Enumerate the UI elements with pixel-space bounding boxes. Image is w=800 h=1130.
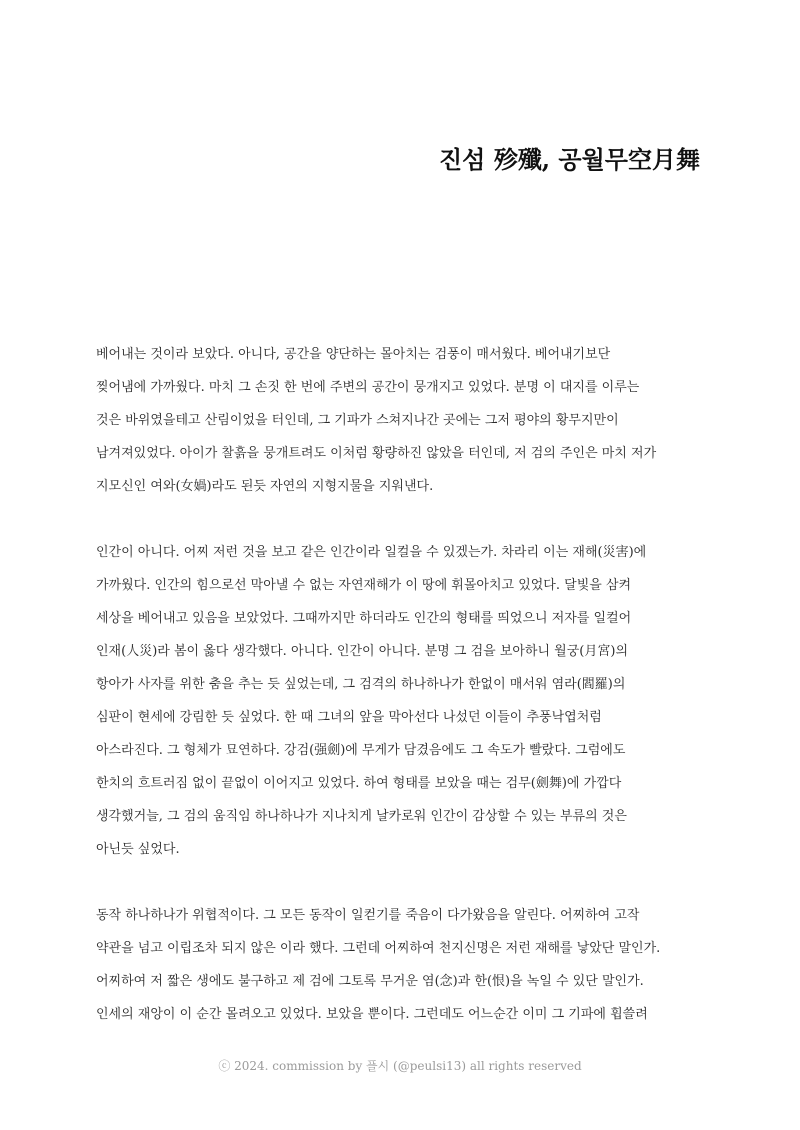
text-line: 아닌듯 싶었다. [96,842,180,857]
text-line: 남겨져있었다. 아이가 찰흙을 뭉개트려도 이처럼 황량하진 않았을 터인데, 저 검의 주인은 마치 저가 [96,446,657,461]
text-line: 인재(人災)라 봄이 옳다 생각했다. 아니다. 인간이 아니다. 분명 그 검을 보아하니 월궁(月宮)의 [96,644,628,659]
page-title: 진섬 殄殲, 공월무空月舞 [439,145,700,174]
text-line: 인간이 아니다. 어찌 저런 것을 보고 같은 인간이라 일컬을 수 있겠는가. 차라리 이는 재해(災害)에 [96,545,647,560]
text-line: 항아가 사자를 위한 춤을 추는 듯 싶었는데, 그 검격의 하나하나가 한없이 매서워 염라(閻羅)의 [96,677,626,692]
paragraph [96,338,708,503]
text-line: 인세의 재앙이 이 순간 몰려오고 있었다. 보았을 뿐이다. 그런데도 어느순간 이미 그 기파에 휩쓸려 [96,1007,648,1022]
text-line: 어찌하여 저 짧은 생에도 불구하고 제 검에 그토록 무거운 염(念)과 한(恨)을 녹일 수 있단 말인가. [96,974,644,989]
text-line: 찢어냄에 가까웠다. 마치 그 손짓 한 번에 주변의 공간이 뭉개지고 있었다. 분명 이 대지를 이루는 [96,380,640,395]
text-line: 지모신인 여와(女媧)라도 된듯 자연의 지형지물을 지워낸다. [96,479,434,494]
text-line: 베어내는 것이라 보았다. 아니다, 공간을 양단하는 몰아치는 검풍이 매서웠다. 베어내기보단 [96,347,611,362]
paragraph [96,899,708,1031]
body-text [96,338,708,1031]
text-line: 심판이 현세에 강림한 듯 싶었다. 한 때 그녀의 앞을 막아선다 나섰던 이들이 추풍낙엽처럼 [96,710,602,725]
text-line: 것은 바위였을테고 산림이었을 터인데, 그 기파가 스쳐지나간 곳에는 그저 평야의 황무지만이 [96,413,619,428]
text-line: 가까웠다. 인간의 힘으로선 막아낼 수 없는 자연재해가 이 땅에 휘몰아치고 있었다. 달빛을 삼켜 [96,578,632,593]
text-line: 약관을 넘고 이립조차 되지 않은 이라 했다. 그런데 어찌하여 천지신명은 저런 재해를 낳았단 말인가. [96,941,661,956]
text-line: 동작 하나하나가 위협적이다. 그 모든 동작이 일컫기를 죽음이 다가왔음을 알린다. 어찌하여 고작 [96,908,640,923]
text-line: 아스라진다. 그 형체가 묘연하다. 강검(强劍)에 무게가 담겼음에도 그 속도가 빨랐다. 그럼에도 [96,743,626,758]
text-line: 세상을 베어내고 있음을 보았었다. 그때까지만 하더라도 인간의 형태를 띄었으니 저자를 일컬어 [96,611,632,626]
text-line: 생각했거늘, 그 검의 움직임 하나하나가 지나치게 날카로워 인간이 감상할 수 있는 부류의 것은 [96,809,627,824]
text-line: 한치의 흐트러짐 없이 끝없이 이어지고 있었다. 하여 형태를 보았을 때는 검무(劍舞)에 가깝다 [96,776,622,791]
copyright-footer: ⓒ 2024. commission by 플시 (@peulsi13) all rights reserved [218,1059,582,1073]
paragraph [96,536,708,866]
